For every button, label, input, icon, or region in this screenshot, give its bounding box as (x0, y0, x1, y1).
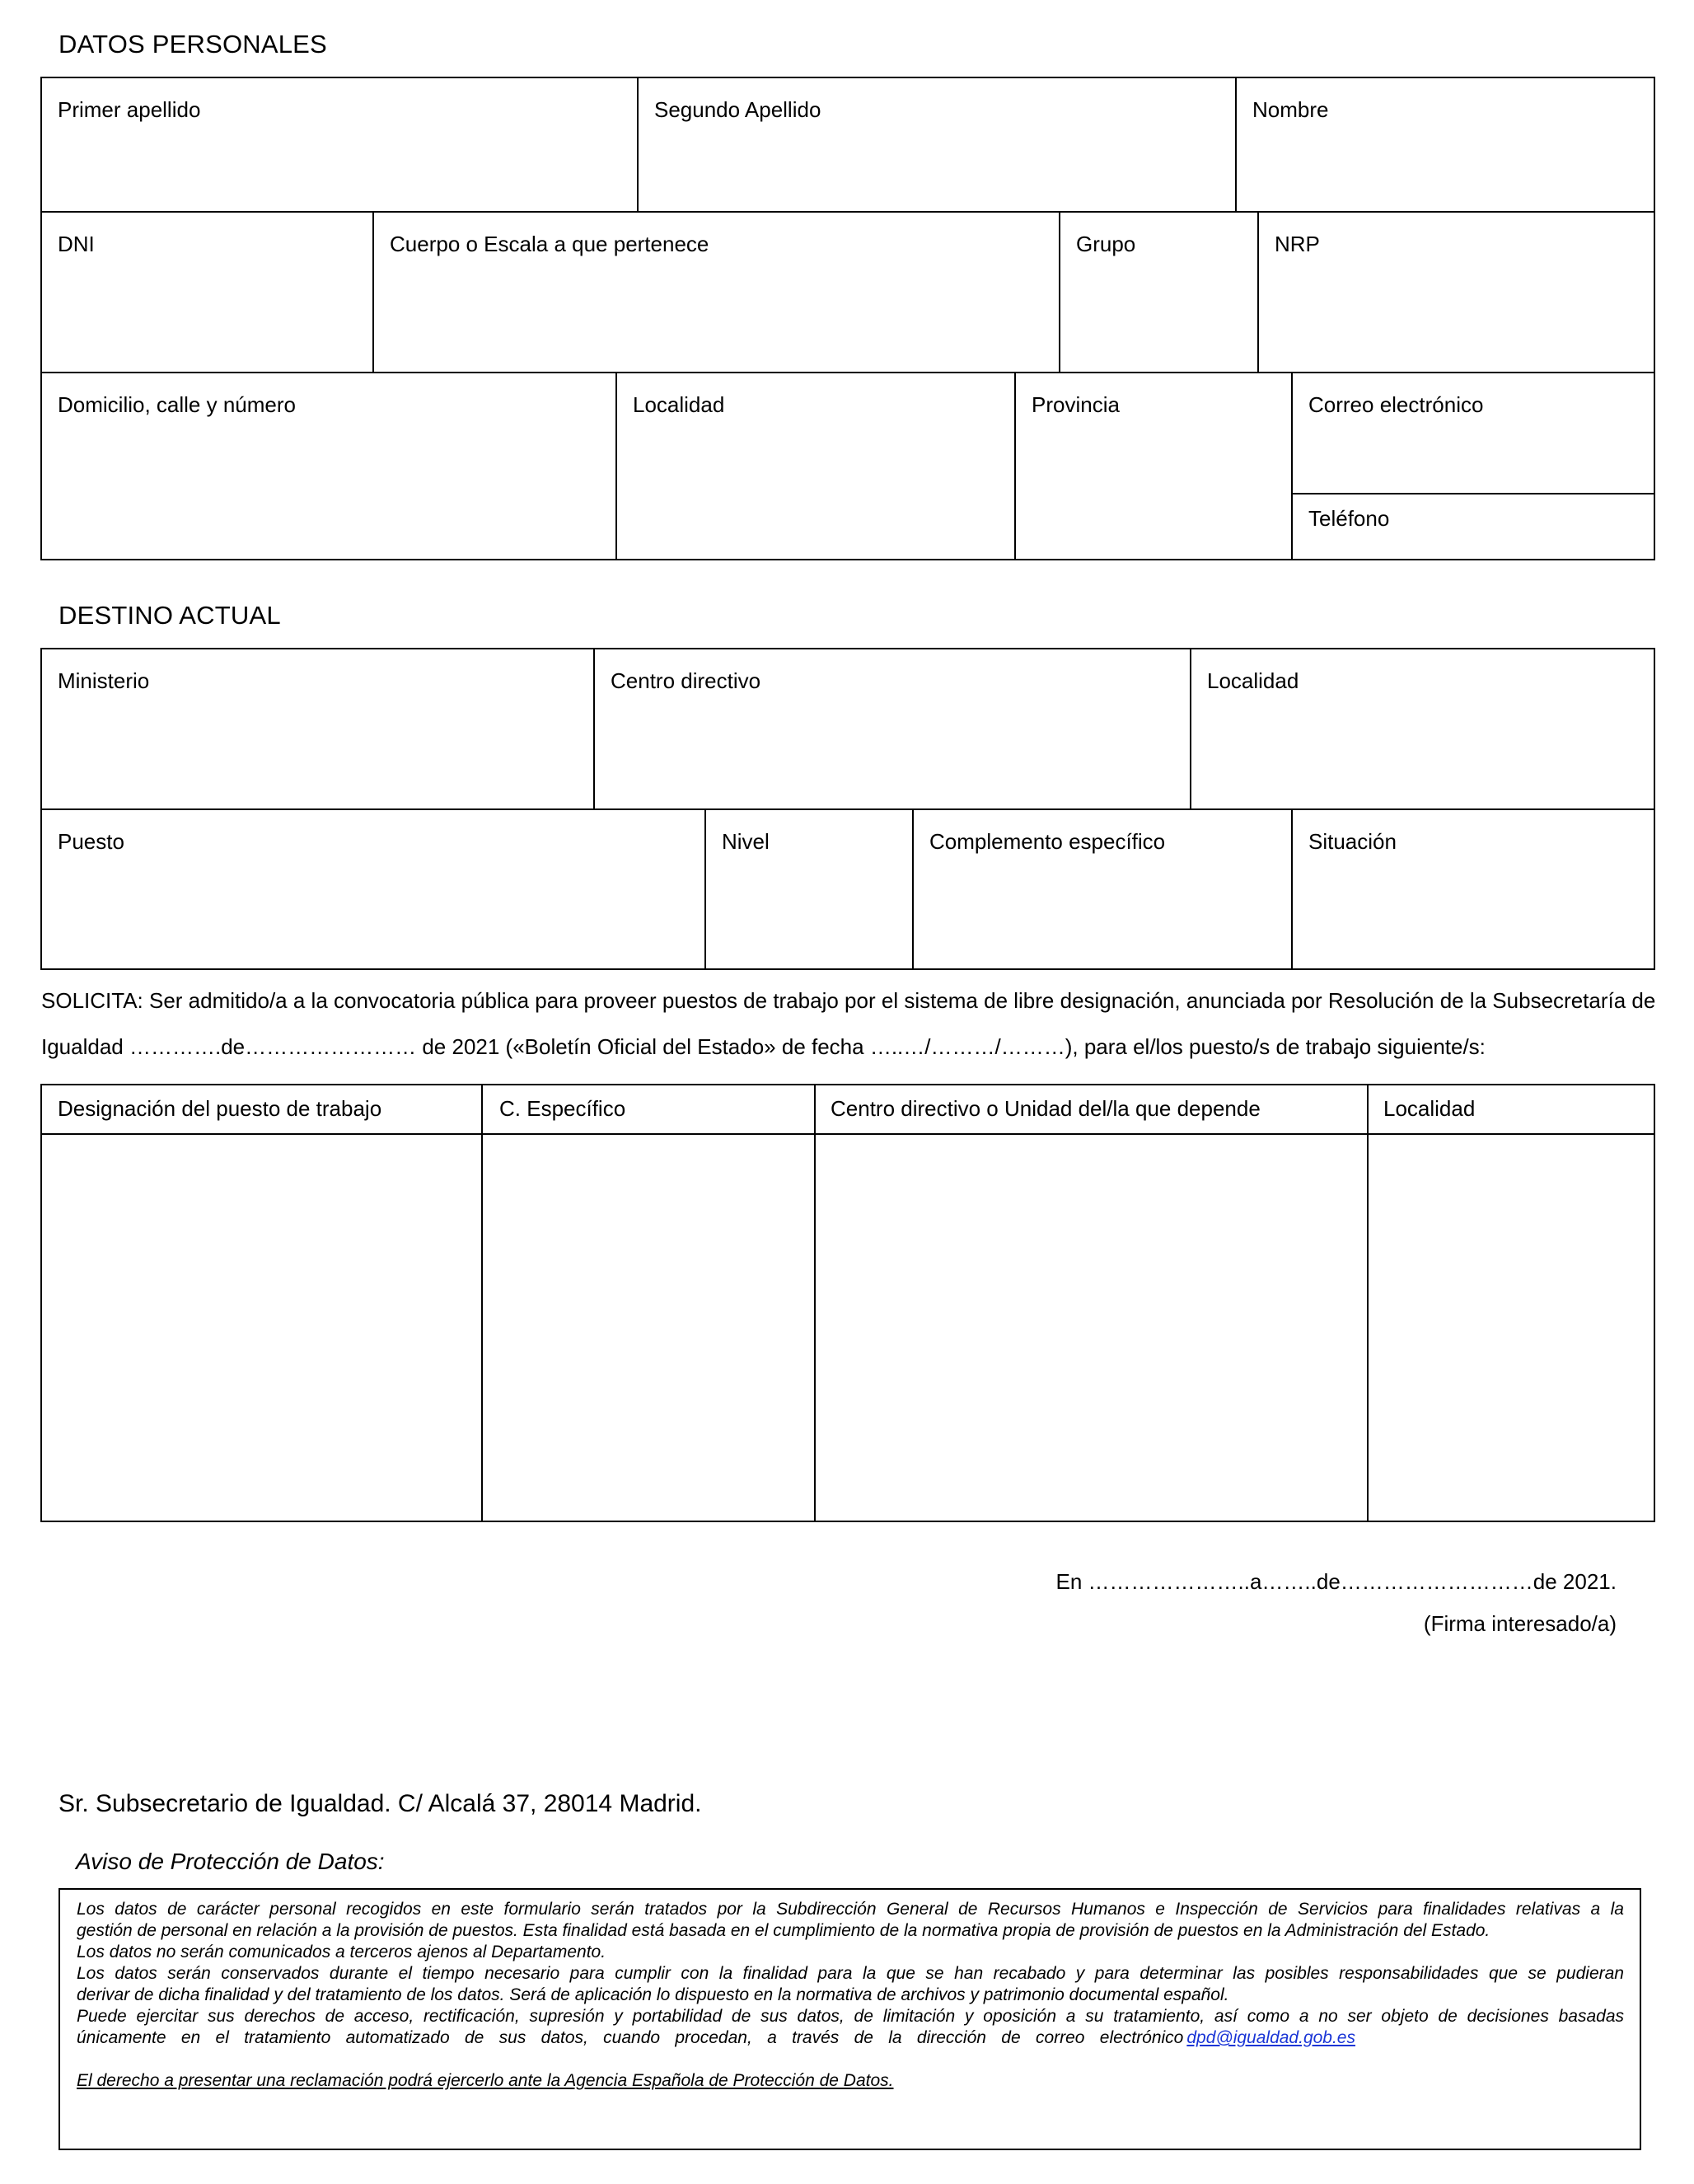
proteccion-datos-line-email (77, 2027, 1624, 2049)
nombre-field[interactable] (1235, 77, 1655, 213)
solicita-text-line-1: SOLICITA: Ser admitido/a a la convocatoria pública para proveer puestos de trabajo por el sistema de libre designación, anunciada por Resolución de la Subsecretaría de (41, 988, 1656, 1013)
firma-label: (Firma interesado/a) (1423, 1611, 1617, 1636)
proteccion-datos-line: Los datos no serán comunicados a terceros ajenos al Departamento. (77, 1943, 606, 1961)
provincia-label: Provincia (1032, 392, 1120, 417)
correo-electronico-label: Correo electrónico (1308, 392, 1484, 417)
situacion-label: Situación (1308, 829, 1397, 854)
nivel-field[interactable] (704, 808, 914, 970)
telefono-label: Teléfono (1308, 506, 1390, 531)
segundo-apellido-label: Segundo Apellido (654, 97, 821, 122)
proteccion-datos-line: derivar de dicha finalidad y del tratamiento de los datos. Será de aplicación lo dispuesto en la normativa de archivos y patrimonio documental español. (77, 1985, 1229, 2004)
situacion-field[interactable] (1291, 808, 1655, 970)
localidad-field[interactable] (615, 372, 1016, 560)
centro-directivo-field[interactable] (593, 648, 1191, 810)
solicita-text-line-2: Igualdad ………….de…………………… de 2021 («Boletín Oficial del Estado» de fecha …..…/………/………), para el/los puesto/s de trabajo siguiente/s: (41, 1034, 1486, 1059)
puestos-header-designacion: Designación del puesto de trabajo (58, 1096, 382, 1121)
puestos-cell-localidad[interactable] (1369, 1135, 1654, 1521)
section-title-destino-actual: DESTINO ACTUAL (58, 601, 281, 630)
proteccion-datos-title: Aviso de Protección de Datos: (76, 1849, 385, 1874)
proteccion-datos-line: únicamente en el tratamiento automatizado de sus datos, cuando procedan, a través de la dirección de correo electrónico (77, 2028, 1184, 2047)
proteccion-datos-line: Puede ejercitar sus derechos de acceso, rectificación, supresión y portabilidad de sus datos, de limitación y oposición a su tratamiento, así como a no ser objeto de decisiones basadas (77, 2007, 1624, 2026)
centro-directivo-label: Centro directivo (611, 668, 761, 693)
nrp-label: NRP (1275, 232, 1320, 256)
localidad-label: Localidad (633, 392, 725, 417)
provincia-field[interactable] (1014, 372, 1293, 560)
proteccion-datos-line: gestión de personal en relación a la provisión de puestos. Esta finalidad está basada en el cumplimiento de la normativa propia de provisión de puestos en la Administración del Estado. (77, 1921, 1490, 1940)
puesto-field[interactable] (40, 808, 706, 970)
puestos-cell-designacion[interactable] (42, 1135, 481, 1521)
complemento-especifico-label: Complemento específico (929, 829, 1166, 854)
proteccion-datos-line: Los datos serán conservados durante el tiempo necesario para cumplir con la finalidad para la que se han recabado y para determinar las posibles responsabilidades que se pudieran (77, 1964, 1624, 1983)
destinatario: Sr. Subsecretario de Igualdad. C/ Alcalá 37, 28014 Madrid. (58, 1790, 702, 1817)
segundo-apellido-field[interactable] (637, 77, 1237, 213)
nrp-field[interactable] (1257, 211, 1655, 373)
cuerpo-escala-label: Cuerpo o Escala a que pertenece (390, 232, 709, 256)
correo-electronico-field[interactable] (1291, 372, 1655, 494)
puestos-header-centro-directivo: Centro directivo o Unidad del/la que depende (831, 1096, 1261, 1121)
ministerio-label: Ministerio (58, 668, 150, 693)
dni-label: DNI (58, 232, 95, 256)
puestos-header-c-especifico: C. Específico (499, 1096, 626, 1121)
grupo-field[interactable] (1059, 211, 1259, 373)
lugar-fecha: En …………………..a……..de………………………de 2021. (1055, 1569, 1617, 1594)
domicilio-field[interactable] (40, 372, 617, 560)
dpd-email-link[interactable]: dpd@igualdad.gob.es (1186, 2028, 1355, 2047)
complemento-especifico-field[interactable] (912, 808, 1293, 970)
dni-field[interactable] (40, 211, 374, 373)
section-title-datos-personales: DATOS PERSONALES (58, 30, 327, 59)
nombre-label: Nombre (1252, 97, 1329, 122)
cuerpo-escala-field[interactable] (372, 211, 1060, 373)
nivel-label: Nivel (722, 829, 770, 854)
puestos-header-localidad: Localidad (1383, 1096, 1476, 1121)
destino-localidad-field[interactable] (1190, 648, 1655, 810)
grupo-label: Grupo (1076, 232, 1136, 256)
destino-localidad-label: Localidad (1207, 668, 1299, 693)
domicilio-label: Domicilio, calle y número (58, 392, 296, 417)
reclamacion-aepd: El derecho a presentar una reclamación podrá ejercerlo ante la Agencia Española de Protección de Datos. (77, 2071, 894, 2090)
puestos-cell-c-especifico[interactable] (483, 1135, 814, 1521)
primer-apellido-label: Primer apellido (58, 97, 201, 122)
ministerio-field[interactable] (40, 648, 595, 810)
proteccion-datos-line: Los datos de carácter personal recogidos en este formulario serán tratados por la Subdirección General de Recursos Humanos e Inspección de Servicios para finalidades relativas a la (77, 1900, 1624, 1919)
primer-apellido-field[interactable] (40, 77, 639, 213)
telefono-field[interactable] (1291, 493, 1655, 560)
puesto-label: Puesto (58, 829, 124, 854)
proteccion-datos-box (58, 1888, 1641, 2150)
puestos-cell-centro-directivo[interactable] (816, 1135, 1367, 1521)
